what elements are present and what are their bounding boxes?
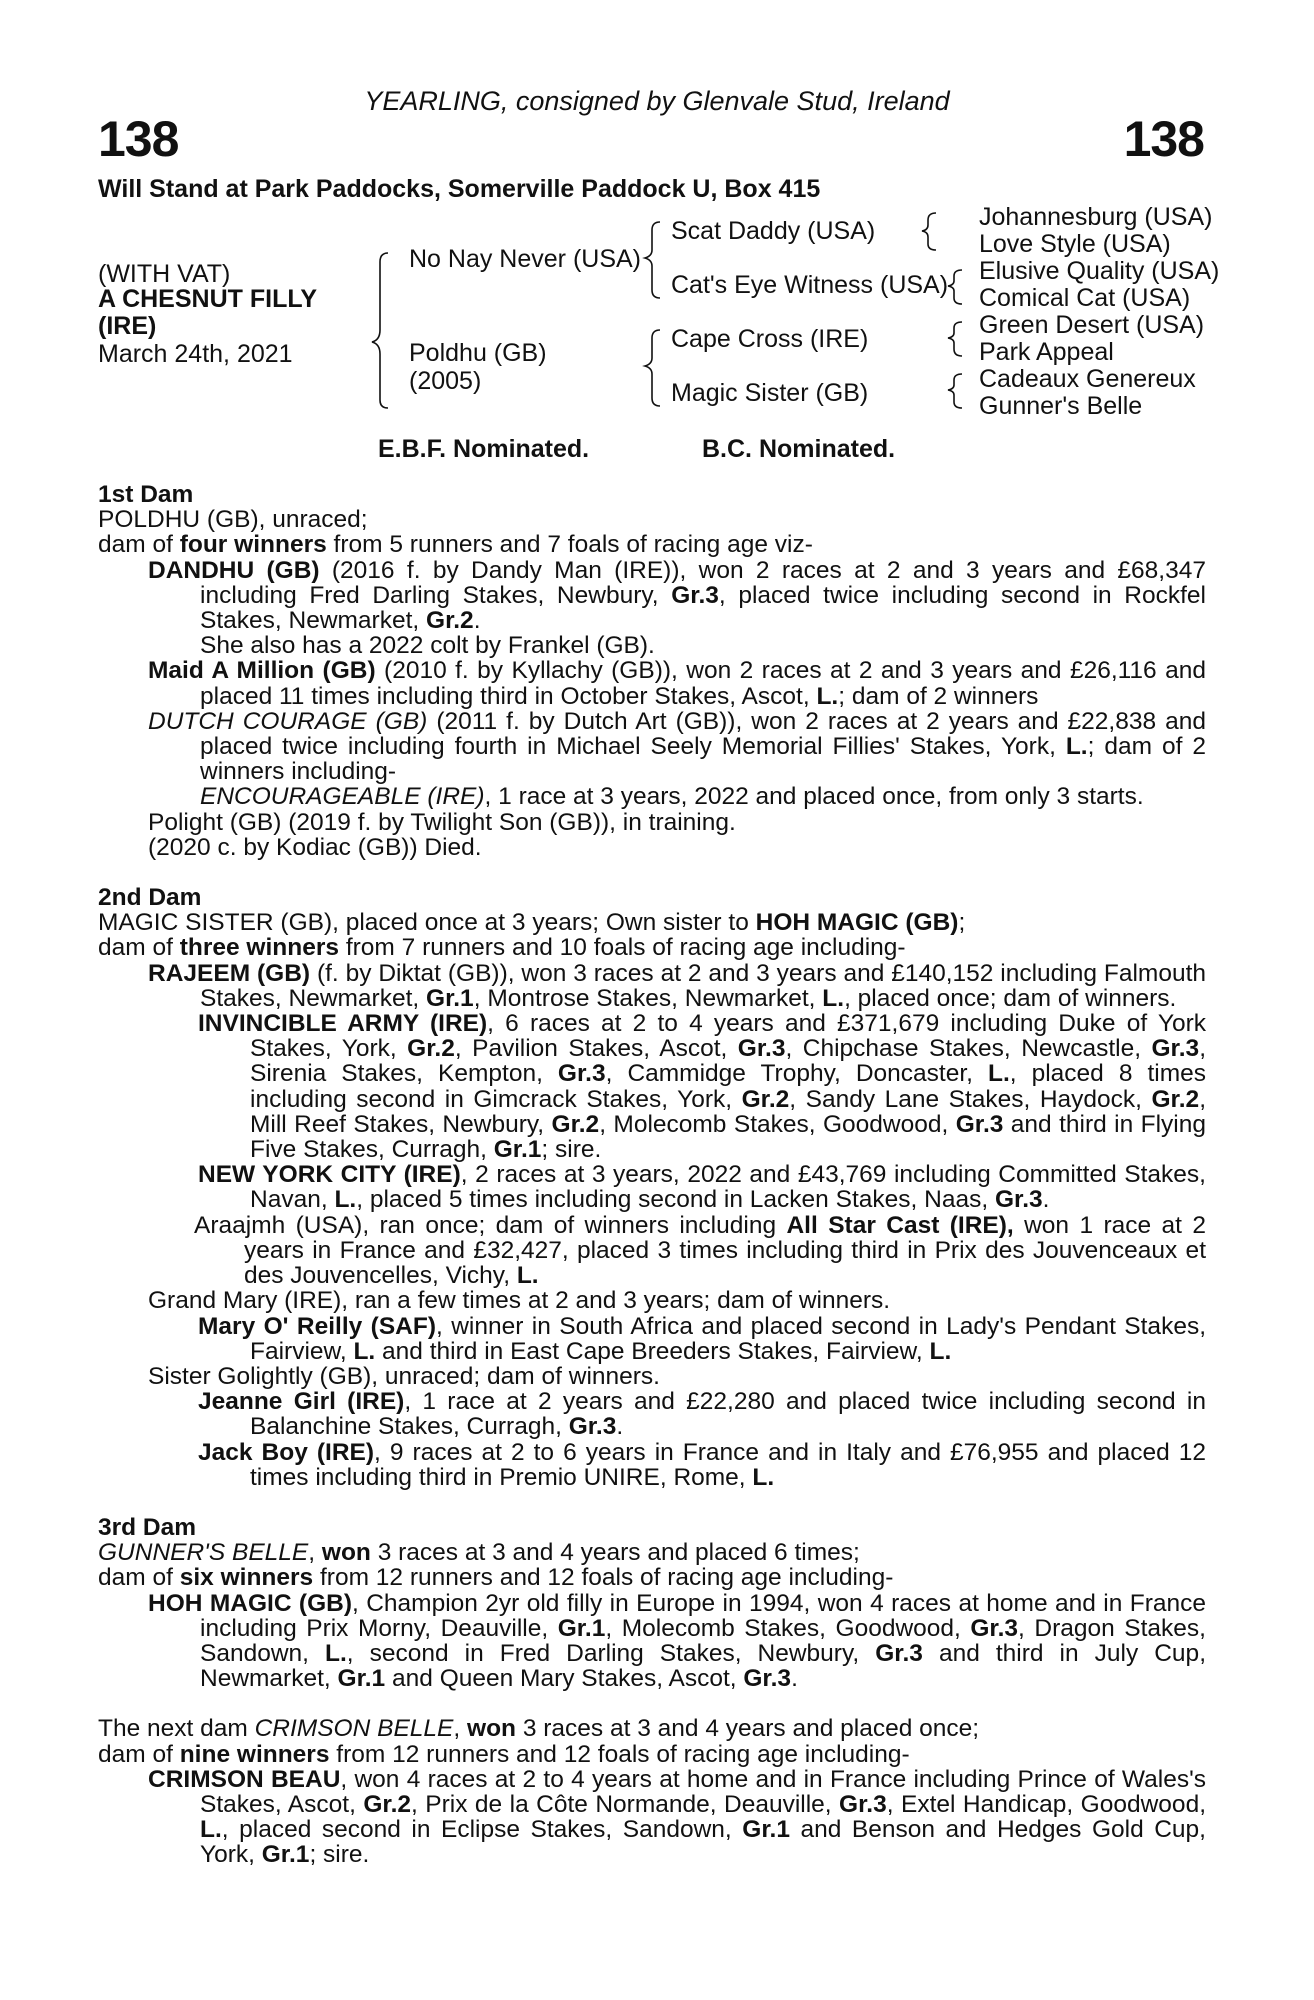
sire-brace	[645, 222, 660, 298]
horse-name-country: (IRE)	[98, 312, 157, 340]
sire-name: No Nay Never (USA)	[409, 245, 641, 273]
sire-dam-brace	[948, 270, 962, 304]
progeny-encourageable: ENCOURAGEABLE (IRE), 1 race at 3 years, 2022 and placed once, from only 3 starts.	[200, 783, 1144, 811]
sire-dam: Cat's Eye Witness (USA)	[671, 271, 949, 299]
third-dam-heading: 3rd Dam	[98, 1513, 197, 1541]
horse-dob: March 24th, 2021	[98, 340, 293, 368]
dam-name: Poldhu (GB)	[409, 339, 547, 367]
stand-location: Will Stand at Park Paddocks, Somerville Paddock U, Box 415	[98, 175, 821, 203]
dam-sire: Cape Cross (IRE)	[671, 325, 869, 353]
progeny-mary-o-reilly: Mary O' Reilly (SAF), winner in South Africa and placed second in Lady's Pendant Stakes, Fairview, L. and third in East Cape Breeders Stakes, Fairview, L.	[198, 1312, 1206, 1365]
dam-sire-sire: Green Desert (USA)	[979, 311, 1205, 339]
progeny-2020-colt: (2020 c. by Kodiac (GB)) Died.	[148, 833, 482, 861]
progeny-invincible-army: INVINCIBLE ARMY (IRE), 6 races at 2 to 4 years and £371,679 including Duke of York Stakes, York, Gr.2, Pavilion Stakes, Ascot, Gr.3, Chipchase Stakes, Newcastle, Gr.3, Sirenia Stakes, Kempton, Gr.3, Cammidge Trophy, Doncaster, L., placed 8 times including second in Gimcrack Stakes, York, Gr.2, Sandy Lane Stakes, Haydock, Gr.2, Mill Reef Stakes, Newbury, Gr.2, Molecomb Stakes, Goodwood, Gr.3 and third in Flying Five Stakes, Curragh, Gr.1; sire.	[198, 1010, 1207, 1164]
progeny-rajeem: RAJEEM (GB) (f. by Diktat (GB)), won 3 races at 2 and 3 years and £140,152 including Falmouth Stakes, Newmarket, Gr.1, Montrose Stakes, Newmarket, L., placed once; dam of winners.	[148, 959, 1206, 1012]
vat-note: (WITH VAT)	[98, 260, 231, 288]
progeny-araajmh: Araajmh (USA), ran once; dam of winners including All Star Cast (IRE), won 1 race at 2 years in France and £32,427, placed 3 times including third in Prix des Jouvenceaux et des Jouvencelles, Vichy, L.	[194, 1211, 1206, 1290]
progeny-dandhu: DANDHU (GB) (2016 f. by Dandy Man (IRE)), won 2 races at 2 and 3 years and £68,347 including Fred Darling Stakes, Newbury, Gr.3, placed twice including second in Rockfel Stakes, Newmarket, Gr.2.	[148, 556, 1207, 635]
dam-year: (2005)	[409, 367, 482, 395]
progeny-new-york-city: NEW YORK CITY (IRE), 2 races at 3 years, 2022 and £43,769 including Committed Stakes, Navan, L., placed 5 times including second in Lacken Stakes, Naas, Gr.3.	[198, 1161, 1206, 1214]
sire-sire-dam: Love Style (USA)	[979, 230, 1171, 258]
dam-sire-brace	[948, 322, 962, 356]
first-dam-heading: 1st Dam	[98, 481, 194, 508]
sire-sire-brace	[922, 213, 936, 250]
dam-dam-dam: Gunner's Belle	[979, 392, 1143, 420]
second-dam-record: dam of three winners from 7 runners and 10 foals of racing age including-	[98, 934, 906, 962]
third-dam-record: dam of six winners from 12 runners and 12 foals of racing age including-	[98, 1564, 894, 1592]
progeny-jack-boy: Jack Boy (IRE), 9 races at 2 to 6 years in France and in Italy and £76,955 and placed 12 times including third in Premio UNIRE, Rome, L.	[198, 1438, 1206, 1491]
dam-brace	[645, 330, 660, 406]
ebf-nomination: E.B.F. Nominated.	[378, 435, 590, 463]
lot-number-right: 138	[1123, 111, 1204, 167]
sire-dam-dam: Comical Cat (USA)	[979, 284, 1191, 312]
progeny-maid-a-million: Maid A Million (GB) (2010 f. by Kyllachy (GB)), won 2 races at 2 and 3 years and £26,116 and placed 11 times including third in October Stakes, Ascot, L.; dam of 2 winners	[148, 657, 1206, 710]
sire-sire: Scat Daddy (USA)	[671, 217, 876, 245]
bc-nomination: B.C. Nominated.	[702, 435, 896, 463]
progeny-crimson-beau: CRIMSON BEAU, won 4 races at 2 to 4 years at home and in France including Prince of Wales's Stakes, Ascot, Gr.2, Prix de la Côte Normande, Deauville, Gr.3, Extel Handicap, Goodwood, L., placed second in Eclipse Stakes, Sandown, Gr.1 and Benson and Hedges Gold Cup, York, Gr.1; sire.	[148, 1765, 1206, 1869]
third-dam-intro: GUNNER'S BELLE, won 3 races at 3 and 4 years and placed 6 times;	[98, 1539, 860, 1567]
horse-name: DANDHU (GB)	[148, 556, 320, 584]
progeny-polight: Polight (GB) (2019 f. by Twilight Son (GB)), in training.	[148, 808, 736, 836]
progeny-grand-mary: Grand Mary (IRE), ran a few times at 2 and 3 years; dam of winners.	[148, 1287, 891, 1315]
dandhu-note: She also has a 2022 colt by Frankel (GB).	[200, 632, 655, 660]
next-dam-intro: The next dam CRIMSON BELLE, won 3 races at 3 and 4 years and placed once;	[98, 1715, 980, 1743]
dam-sire-dam: Park Appeal	[979, 338, 1114, 366]
progeny-dutch-courage: DUTCH COURAGE (GB) (2011 f. by Dutch Art (GB)), won 2 races at 2 years and £22,838 and placed twice including fourth in Michael Seely Memorial Fillies' Stakes, York, L.; dam of 2 winners including-	[148, 707, 1206, 786]
second-dam-intro: MAGIC SISTER (GB), placed once at 3 years; Own sister to HOH MAGIC (GB);	[98, 909, 966, 937]
second-dam-heading: 2nd Dam	[98, 884, 202, 912]
horse-name: A CHESNUT FILLY	[98, 285, 317, 313]
progeny-sister-golightly: Sister Golightly (GB), unraced; dam of winners.	[148, 1362, 660, 1390]
progeny-jeanne-girl: Jeanne Girl (IRE), 1 race at 2 years and £22,280 and placed twice including second in Balanchine Stakes, Curragh, Gr.3.	[198, 1388, 1206, 1441]
dam-dam-sire: Cadeaux Genereux	[979, 365, 1196, 393]
catalogue-body	[98, 482, 1206, 1868]
first-dam-intro: POLDHU (GB), unraced;	[98, 506, 368, 534]
dam-dam: Magic Sister (GB)	[671, 379, 869, 407]
next-dam-record: dam of nine winners from 12 runners and 12 foals of racing age including-	[98, 1740, 910, 1768]
main-brace	[372, 253, 388, 408]
dam-dam-brace	[948, 374, 962, 408]
sire-sire-sire: Johannesburg (USA)	[979, 203, 1213, 231]
progeny-hoh-magic: HOH MAGIC (GB), Champion 2yr old filly in Europe in 1994, won 4 races at home and in France including Prix Morny, Deauville, Gr.1, Molecomb Stakes, Goodwood, Gr.3, Dragon Stakes, Sandown, L., second in Fred Darling Stakes, Newbury, Gr.3 and third in July Cup, Newmarket, Gr.1 and Queen Mary Stakes, Ascot, Gr.3.	[148, 1589, 1206, 1693]
lot-number-left: 138	[98, 111, 179, 167]
first-dam-record: dam of four winners from 5 runners and 7 foals of racing age viz-	[98, 531, 813, 559]
consignor-line: YEARLING, consigned by Glenvale Stud, Ireland	[364, 86, 950, 116]
sire-dam-sire: Elusive Quality (USA)	[979, 257, 1220, 285]
